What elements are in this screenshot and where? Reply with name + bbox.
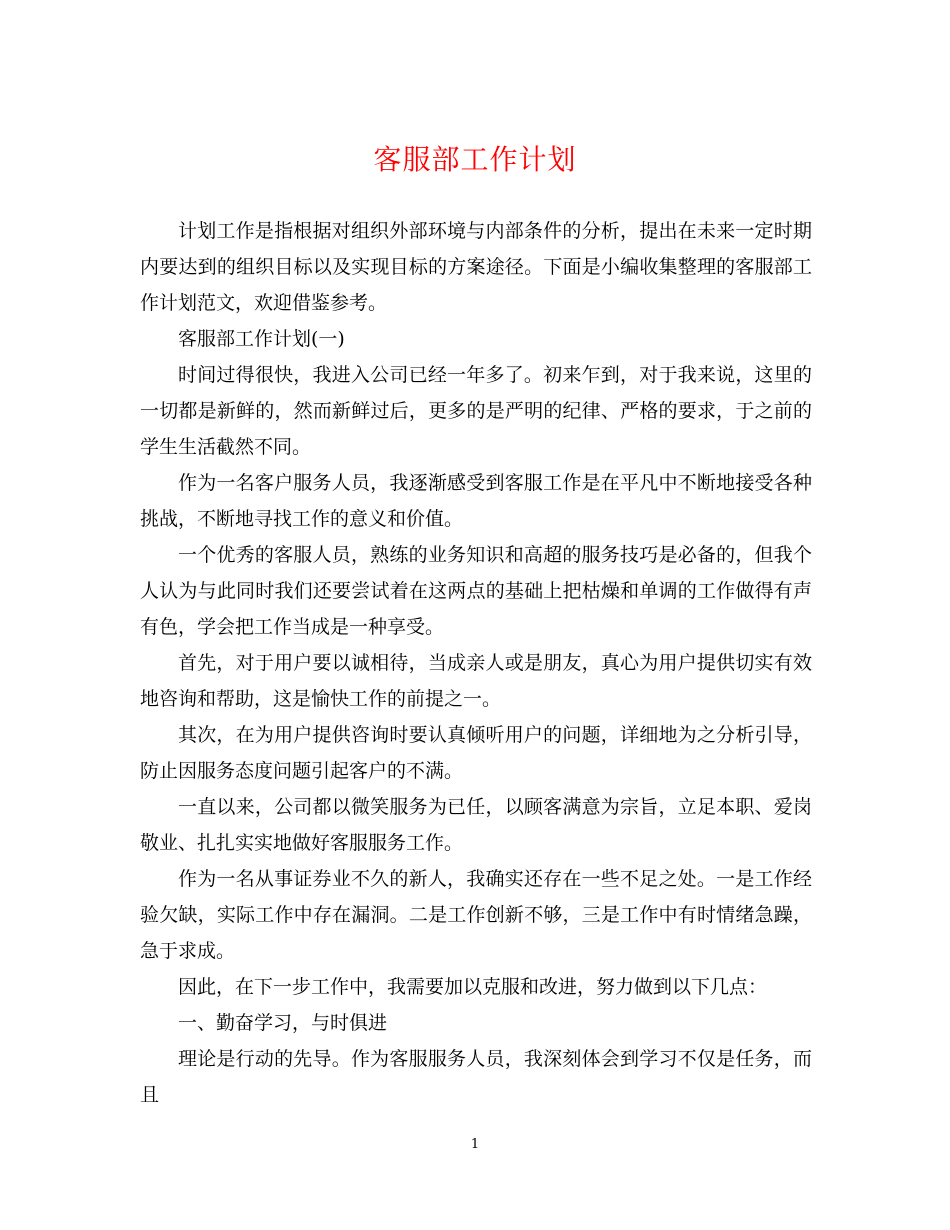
subsection-heading: 一、勤奋学习，与时俱进 xyxy=(178,1012,388,1034)
paragraph: 首先，对于用户要以诚相待，当成亲人或是朋友，真心为用户提供切实有效地咨询和帮助，这是愉快工作的前提之一。 xyxy=(140,652,812,710)
paragraph: 其次，在为用户提供咨询时要认真倾听用户的问题，详细地为之分析引导，防止因服务态度问题引起客户的不满。 xyxy=(140,724,812,782)
section-heading-plan-one: 客服部工作计划(一) xyxy=(178,328,345,350)
paragraph: 时间过得很快，我进入公司已经一年多了。初来乍到，对于我来说，这里的一切都是新鲜的，然而新鲜过后，更多的是严明的纪律、严格的要求，于之前的学生生活截然不同。 xyxy=(140,364,812,458)
paragraph: 一直以来，公司都以微笑服务为已任，以顾客满意为宗旨，立足本职、爱岗敬业、扎扎实实地做好客服服务工作。 xyxy=(140,796,812,854)
paragraph: 作为一名从事证券业不久的新人，我确实还存在一些不足之处。一是工作经验欠缺，实际工作中存在漏洞。二是工作创新不够，三是工作中有时情绪急躁，急于求成。 xyxy=(140,868,812,962)
page-number: 1 xyxy=(470,1137,480,1152)
paragraph: 因此，在下一步工作中，我需要加以克服和改进，努力做到以下几点： xyxy=(178,976,768,998)
document-title: 客服部工作计划 xyxy=(373,143,577,176)
paragraph: 一个优秀的客服人员，熟练的业务知识和高超的服务技巧是必备的，但我个人认为与此同时我们还要尝试着在这两点的基础上把枯燥和单调的工作做得有声有色，学会把工作当成是一种享受。 xyxy=(140,544,812,638)
paragraph: 作为一名客户服务人员，我逐渐感受到客服工作是在平凡中不断地接受各种挑战，不断地寻找工作的意义和价值。 xyxy=(140,472,812,530)
paragraph: 理论是行动的先导。作为客服服务人员，我深刻体会到学习不仅是任务，而且 xyxy=(140,1048,812,1106)
paragraph-intro: 计划工作是指根据对组织外部环境与内部条件的分析，提出在未来一定时期内要达到的组织目标以及实现目标的方案途径。下面是小编收集整理的客服部工作计划范文，欢迎借鉴参考。 xyxy=(140,220,812,314)
document-body xyxy=(140,213,812,1113)
